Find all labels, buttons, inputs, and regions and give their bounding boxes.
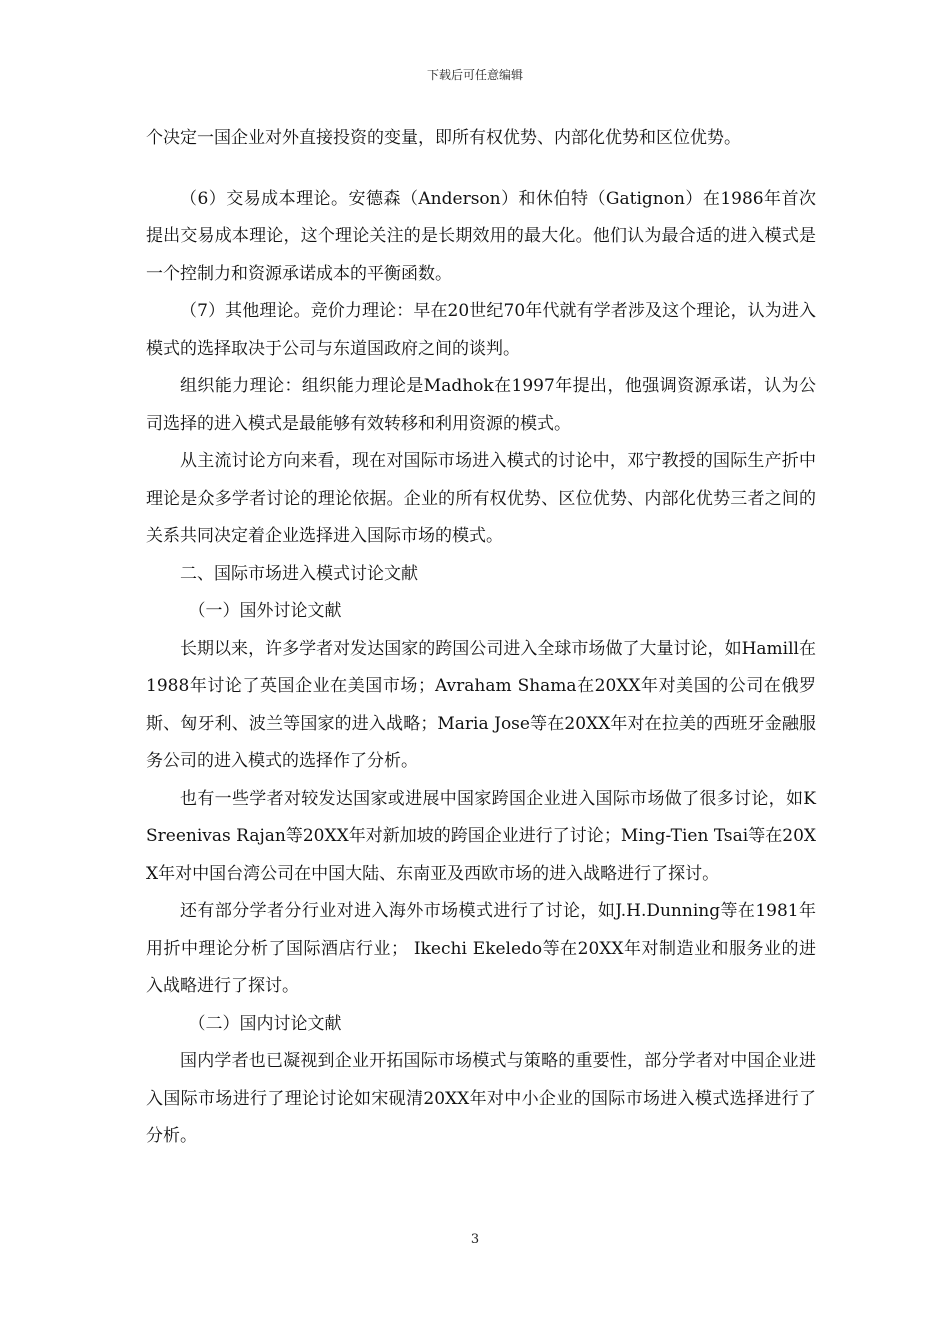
document-body bbox=[146, 120, 816, 1156]
page-number: 3 bbox=[470, 1232, 480, 1247]
paragraph-mainstream-direction: 从主流讨论方向来看，现在对国际市场进入模式的讨论中，邓宁教授的国际生产折中理论是众多学者讨论的理论依据。企业的所有权优势、区位优势、内部化优势三者之间的关系共同决定着企业选择进入国际市场的模式。 bbox=[146, 451, 816, 546]
paragraph-developing-countries: 也有一些学者对较发达国家或进展中国家跨国企业进入国际市场做了很多讨论，如KSreenivas Rajan等20XX年对新加坡的跨国企业进行了讨论；Ming-Tien Tsai等在20XX年对中国台湾公司在中国大陆、东南亚及西欧市场的进入战略进行了探讨。 bbox=[146, 788, 816, 884]
paragraph-developed-countries: 长期以来，许多学者对发达国家的跨国公司进入全球市场做了大量讨论，如Hamill在1988年讨论了英国企业在美国市场；Avraham Shama在20XX年对美国的公司在俄罗斯、匈牙利、波兰等国家的进入战略；Maria Jose等在20XX年对在拉美的西班牙金融服务公司的进入模式的选择作了分析。 bbox=[146, 638, 816, 771]
paragraph-domestic-scholars: 国内学者也已凝视到企业开拓国际市场模式与策略的重要性，部分学者对中国企业进入国际市场进行了理论讨论如宋砚清20XX年对中小企业的国际市场进入模式选择进行了分析。 bbox=[146, 1051, 816, 1146]
paragraph-organizational-capability: 组织能力理论：组织能力理论是Madhok在1997年提出，他强调资源承诺，认为公司选择的进入模式是最能够有效转移和利用资源的模式。 bbox=[146, 376, 816, 434]
subheading-domestic-literature: （二）国内讨论文献 bbox=[188, 1013, 342, 1034]
subheading-foreign-literature: （一）国外讨论文献 bbox=[188, 601, 342, 621]
paragraph-other-theories: （7）其他理论。竞价力理论：早在20世纪70年代就有学者涉及这个理论，认为进入模式的选择取决于公司与东道国政府之间的谈判。 bbox=[146, 301, 816, 359]
section-heading-literature: 二、国际市场进入模式讨论文献 bbox=[180, 563, 418, 584]
paragraph-industry-studies: 还有部分学者分行业对进入海外市场模式进行了讨论，如J.H.Dunning等在1981年用折中理论分析了国际酒店行业； Ikechi Ekeledo等在20XX年对制造业和服务业的进入战略进行了探讨。 bbox=[146, 901, 816, 996]
paragraph-continuation: 个决定一国企业对外直接投资的变量，即所有权优势、内部化优势和区位优势。 bbox=[146, 128, 741, 148]
paragraph-transaction-cost-theory: （6）交易成本理论。安德森（Anderson）和休伯特（Gatignon）在1986年首次提出交易成本理论，这个理论关注的是长期效用的最大化。他们认为最合适的进入模式是一个控制力和资源承诺成本的平衡函数。 bbox=[146, 188, 816, 284]
paragraph-gap bbox=[146, 158, 816, 181]
page-header: 下载后可任意编辑 bbox=[426, 68, 523, 82]
